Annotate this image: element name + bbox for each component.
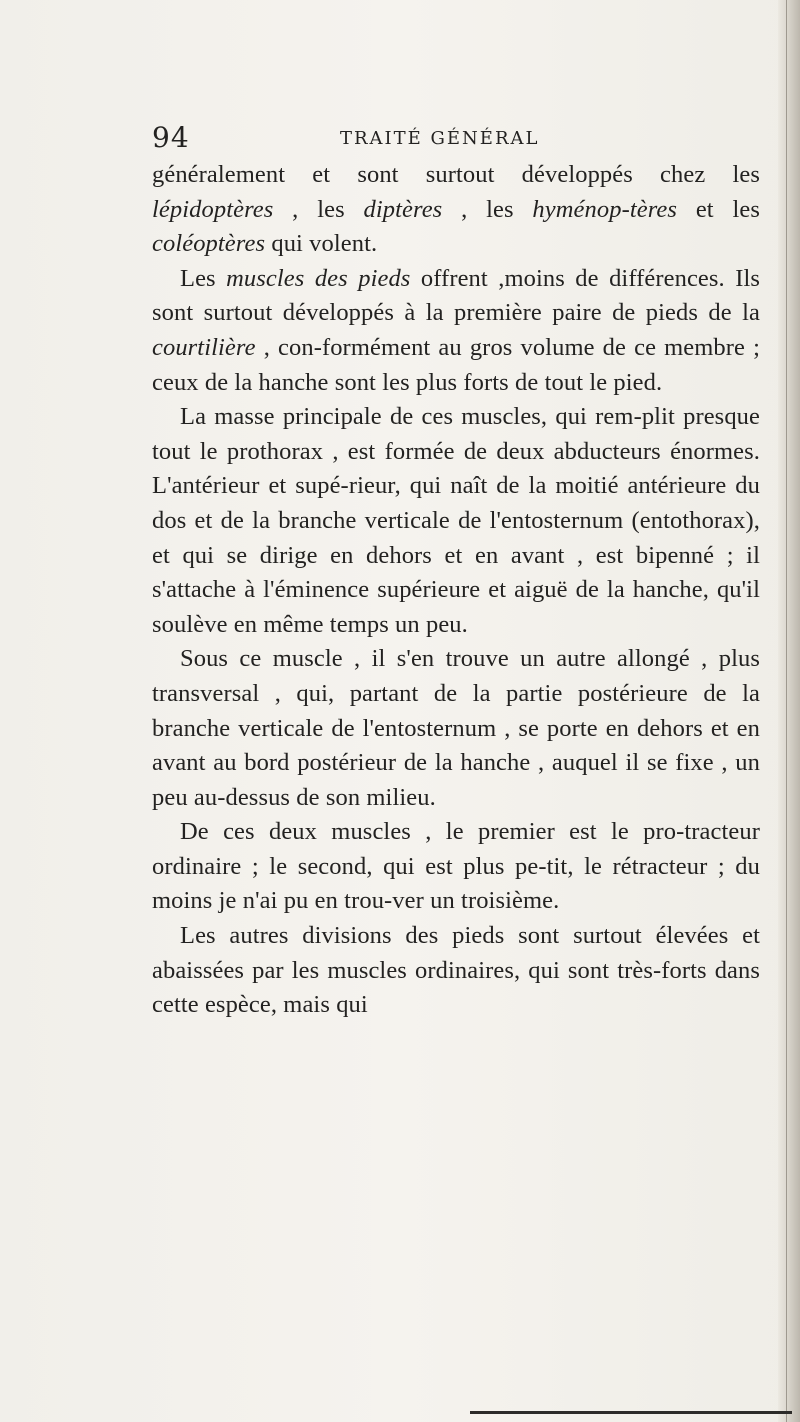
text-run: qui volent. [265, 230, 378, 258]
italic-term: hyménop-tères [532, 195, 678, 223]
paragraph [152, 919, 760, 1023]
text-run: La masse principale de ces muscles, qui rem-plit presque tout le prothorax , est formée de deux abducteurs énormes. L'antérieur et supé-rieur, qui naît de la moitié antérieure du dos et de la branche verticale de l'entosternum (entothorax), et qui se dirige en dehors et en avant , est bipenné ; il s'attache à l'éminence supérieure et aiguë de la hanche, qu'il soulève en même temps un peu. [152, 403, 760, 638]
italic-term: lépidoptères [152, 195, 274, 223]
italic-term: courtilière [152, 333, 256, 361]
page-header [152, 118, 762, 158]
italic-term: muscles des pieds [226, 264, 411, 292]
paragraph [152, 262, 760, 400]
text-run: généralement et sont surtout développés chez les [152, 161, 760, 188]
page-edge [778, 0, 800, 1422]
running-head: TRAITÉ GÉNÉRAL [340, 128, 540, 149]
paragraph [152, 642, 760, 815]
italic-term: diptères [363, 195, 443, 223]
paragraph [152, 158, 760, 262]
page-number: 94 [152, 121, 190, 154]
body-text [152, 158, 760, 1023]
bottom-rule [470, 1411, 792, 1414]
italic-term: coléoptères [152, 230, 266, 258]
text-run: offrent ,moins de différences. Ils sont surtout développés à la première paire de pieds de la [152, 264, 761, 327]
paragraph [152, 815, 760, 919]
text-run: , les [273, 195, 364, 223]
text-run: Sous ce muscle , il s'en trouve un autre allongé , plus transversal , qui, partant de la partie postérieure de la branche verticale de l'entosternum , se porte en dehors et en avant au bord postérieur de la hanche , auquel il se fixe , un peu au-dessus de son milieu. [152, 645, 760, 811]
paragraph [152, 400, 760, 642]
text-run: De ces deux muscles , le premier est le pro-tracteur ordinaire ; le second, qui est plus pe-tit, le rétracteur ; du moins je n'ai pu en trou-ver un troisième. [152, 818, 760, 915]
text-run: Les [180, 264, 227, 292]
text-run: Les autres divisions des pieds sont surtout élevées et abaissées par les muscles ordinaires, qui sont très-forts dans cette espèce, mais qui [152, 922, 760, 1019]
text-run: et les [677, 195, 761, 223]
text-run: , con-formément au gros volume de ce membre ; ceux de la hanche sont les plus forts de tout le pied. [152, 333, 760, 396]
text-run: , les [442, 195, 533, 223]
